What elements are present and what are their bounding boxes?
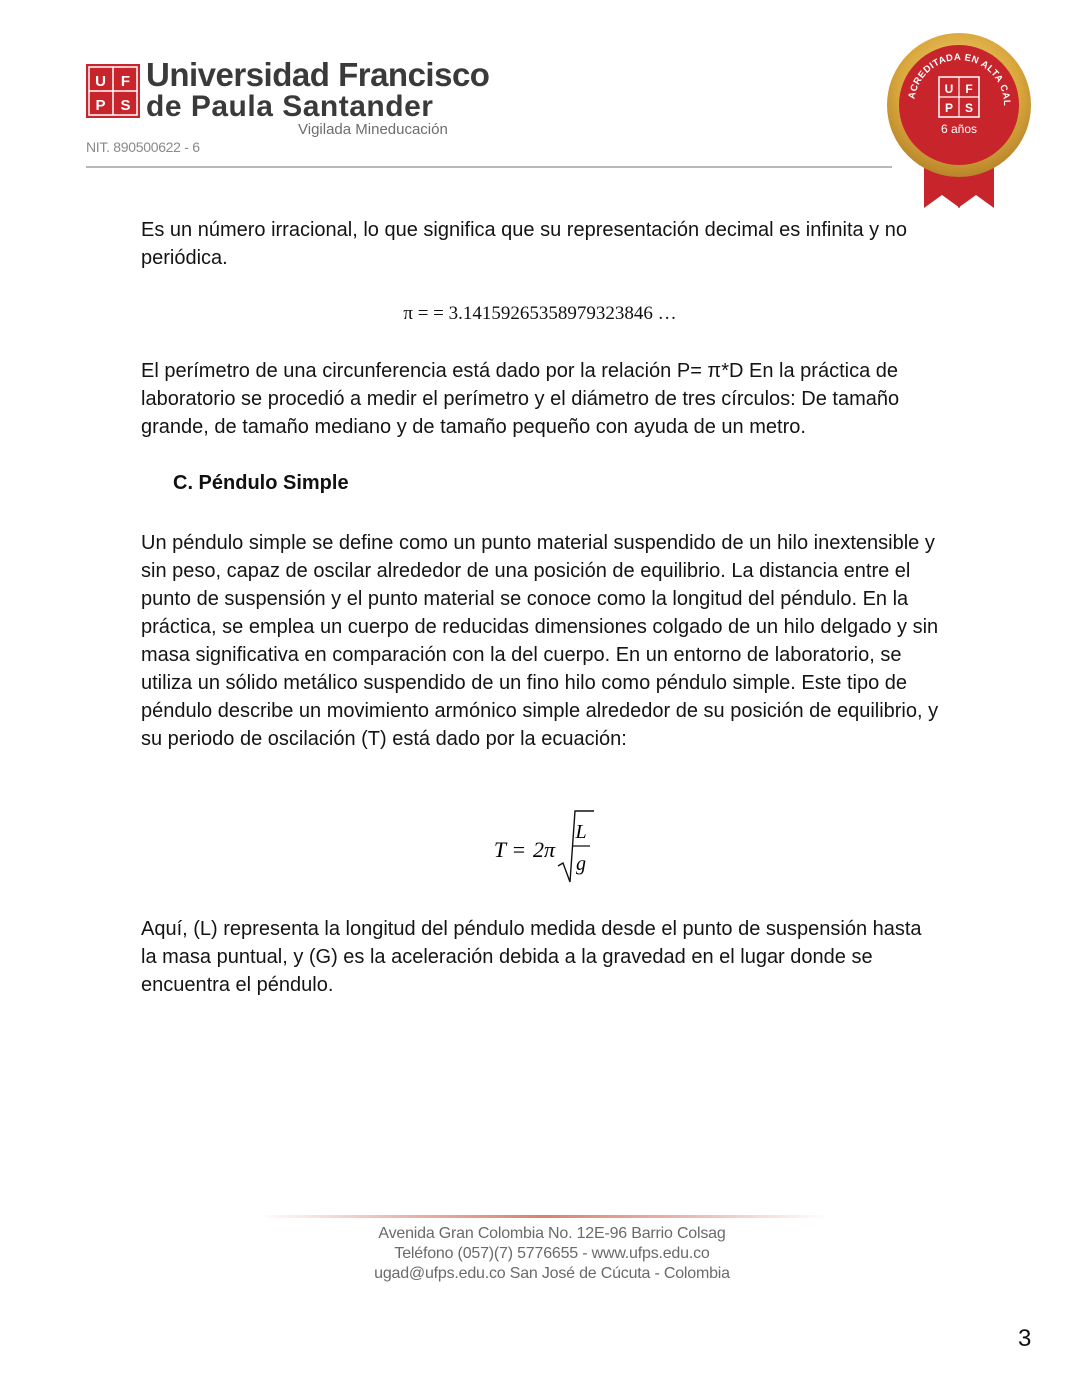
university-name-line1: Universidad Francisco — [146, 56, 490, 93]
university-logo — [86, 64, 140, 118]
seal-years: 6 años — [940, 122, 978, 136]
paragraph-pendulum-definition: Un péndulo simple se define como un punto material suspendido de un hilo inextensible y sin peso, capaz de oscilar alrededor de una posición de equilibrio. La distancia entre el punto de suspensión y el punto material se conoce como la longitud del péndulo. En la práctica, se emplea un cuerpo de reducidas dimensiones colgado de un hilo delgado y sin masa significativa en comparación con la del cuerpo. En un entorno de laboratorio, se utiliza un sólido metálico suspendido de un fino hilo como péndulo simple. Este tipo de péndulo describe un movimiento armónico simple alrededor de su posición de equilibrio, y su periodo de oscilación (T) está dado por la ecuación: — [141, 532, 939, 750]
seal-letter-p: P — [944, 101, 954, 115]
seal-letter-u: U — [944, 82, 954, 96]
paragraph-irrational: Es un número irracional, lo que significa que su representación decimal es infinita y no periódica. — [141, 219, 907, 269]
page-number: 3 — [1018, 1325, 1032, 1352]
university-name-line2: de Paula Santander — [146, 90, 434, 123]
footer-divider — [258, 1215, 828, 1218]
formula-equals: = — [512, 837, 526, 862]
logo-letter-s: S — [120, 97, 131, 114]
logo-letter-p: P — [95, 97, 106, 114]
seal-ring-text: ACREDITADA EN ALTA CAL — [906, 51, 1013, 107]
logo-letter-u: U — [95, 73, 106, 90]
seal-letter-f: F — [965, 82, 973, 96]
vigilada-label: Vigilada Mineducación — [298, 121, 448, 138]
footer-email-city: ugad@ufps.edu.co San José de Cúcuta - Colombia — [374, 1265, 730, 1282]
footer-phone: Teléfono (057)(7) 5776655 - www.ufps.edu.co — [394, 1245, 710, 1262]
paragraph-explanation: Aquí, (L) representa la longitud del péndulo medida desde el punto de suspensión hasta la masa puntual, y (G) es la aceleración debida a la gravedad en el lugar donde se encuentra el péndulo. — [141, 918, 922, 996]
footer-address: Avenida Gran Colombia No. 12E-96 Barrio Colsag — [378, 1225, 726, 1242]
logo-letter-f: F — [120, 73, 131, 90]
section-heading-pendulo: C. Péndulo Simple — [173, 472, 349, 494]
header-divider — [86, 166, 892, 168]
formula-coef: 2π — [532, 837, 556, 862]
formula-numerator: L — [575, 821, 587, 843]
accreditation-seal — [884, 30, 1034, 210]
formula-lhs: T — [493, 837, 507, 862]
paragraph-perimeter: El perímetro de una circunferencia está dado por la relación P= π*D En la práctica de laboratorio se procedió a medir el perímetro y el diámetro de tres círculos: De tamaño grande, de tamaño mediano y de tamaño pequeño con ayuda de un metro. — [141, 360, 900, 438]
nit-label: NIT. 890500622 - 6 — [86, 139, 200, 155]
period-formula — [0, 808, 1080, 888]
formula-denominator: g — [576, 853, 586, 875]
pi-value-line: π = = 3.14159265358979323846 … — [403, 303, 677, 324]
seal-letter-s: S — [964, 101, 974, 115]
